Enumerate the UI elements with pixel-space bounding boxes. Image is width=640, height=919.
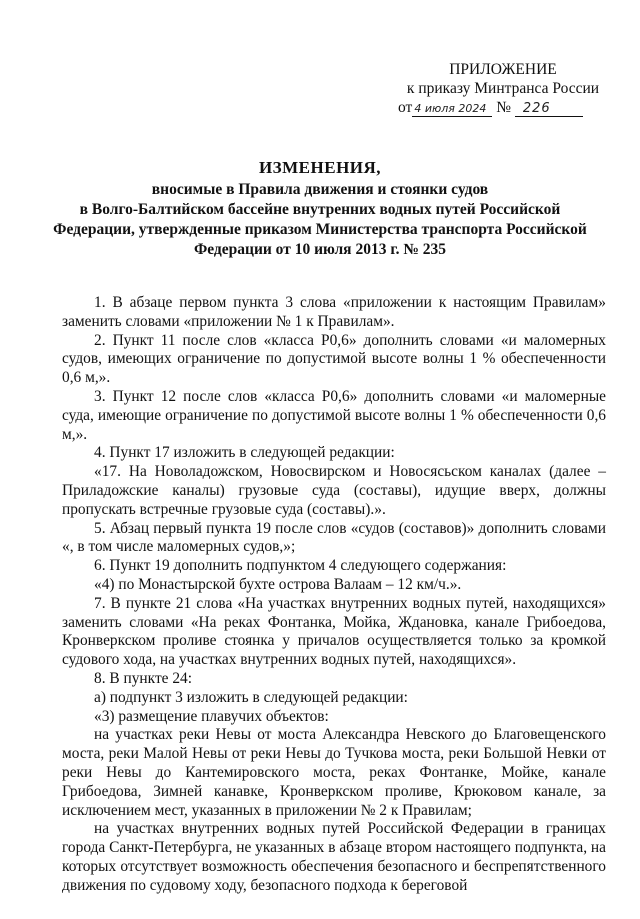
- paragraph-5: «17. На Новоладожском, Новосвирском и Новосясьском каналах (далее – Приладожские каналы) грузовые суда (составы), идущие вверх, должны пропускать встречные грузовые суда (составы).».: [62, 463, 606, 518]
- title-line-2: в Волго-Балтийском бассейне внутренних водных путей Российской: [79, 201, 561, 218]
- paragraph-2: 2. Пункт 11 после слов «класса Р0,6» дополнить словами «и маломерных судов, имеющих ограничение по допустимой высоте волны 1 % обеспеченности 0,6 м,».: [62, 331, 606, 387]
- appendix-order-reference: к приказу Минтранса России: [406, 80, 600, 97]
- paragraph-13: на участках реки Невы от моста Александра Невского до Благовещенского моста, реки Малой Невы от реки Невы до Тучкова моста, реки Большой Невки от реки Невы до Кантемировского моста, реках Фонтанке, Мойке, канале Грибоедова, Зимней канавке, Кронверкском проливе, Крюковом канале, за исключением мест, указанных в приложении № 2 к Правилам;: [62, 726, 606, 819]
- paragraph-11: а) подпункт 3 изложить в следующей редакции:: [94, 688, 408, 706]
- document-body: [62, 294, 606, 896]
- paragraph-7: 6. Пункт 19 дополнить подпунктом 4 следующего содержания:: [94, 557, 507, 575]
- document-title: [50, 158, 590, 260]
- paragraph-14: на участках внутренних водных путей Российской Федерации в границах города Санкт-Петербурга, не указанных в абзаце втором настоящего подпункта, на которых отсутствует возможность обеспечения безопасного и беспрепятственного движения по судовому ходу, безопасного подхода к береговой: [62, 820, 606, 894]
- number-sign: №: [496, 99, 511, 116]
- title-main: ИЗМЕНЕНИЯ,: [258, 158, 382, 177]
- from-prefix: от: [398, 99, 413, 116]
- handwritten-date: 4 июля 2024: [412, 102, 492, 117]
- paragraph-6: 5. Абзац первый пункта 19 после слов «судов (составов)» дополнить словами «, в том числе маломерных судов,»;: [62, 519, 606, 556]
- paragraph-3: 3. Пункт 12 после слов «класса Р0,6» дополнить словами «и маломерные суда, имеющие ограничение по допустимой высоте волны 1 % обеспеченности 0,6 м,».: [62, 387, 606, 443]
- title-line-4: Федерации от 10 июля 2013 г. № 235: [193, 241, 447, 258]
- title-line-3: Федерации, утвержденные приказом Министерства транспорта Российской: [53, 221, 587, 238]
- title-line-1: вносимые в Правила движения и стоянки судов: [151, 181, 489, 198]
- appendix-title: ПРИЛОЖЕНИЕ: [449, 61, 557, 78]
- appendix-header: [398, 60, 608, 117]
- appendix-order-line: [398, 98, 608, 117]
- paragraph-4: 4. Пункт 17 изложить в следующей редакции:: [94, 444, 395, 462]
- paragraph-10: 8. В пункте 24:: [94, 669, 193, 687]
- paragraph-8: «4) по Монастырской бухте острова Валаам – 12 км/ч.».: [94, 575, 462, 593]
- handwritten-number: 226: [515, 102, 583, 117]
- paragraph-9: 7. В пункте 21 слова «На участках внутренних водных путей, находящихся» заменить словами «На реках Фонтанка, Мойка, Ждановка, канале Грибоедова, Кронверкском проливе стоянка у причалов осуществляется только за кромкой судового хода, на участках внутренних водных путей, находящихся».: [62, 594, 606, 669]
- paragraph-1: 1. В абзаце первом пункта 3 слова «приложении к настоящим Правилам» заменить словами «приложении № 1 к Правилам».: [62, 294, 606, 330]
- paragraph-12: «3) размещение плавучих объектов:: [94, 707, 329, 725]
